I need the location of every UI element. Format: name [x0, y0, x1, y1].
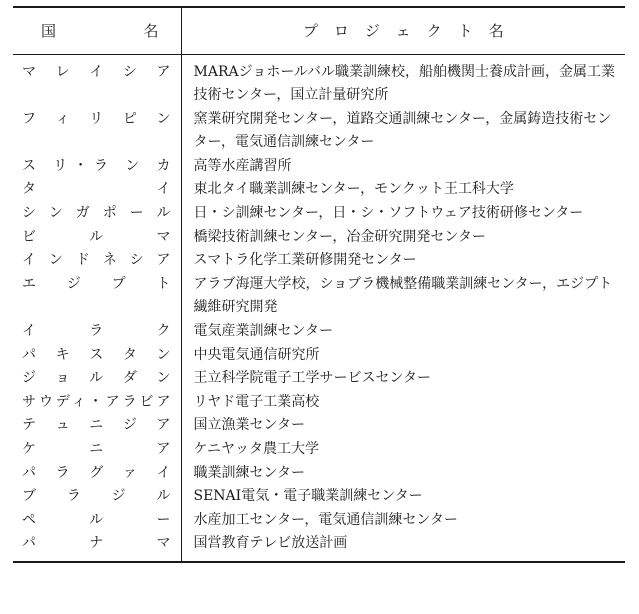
project-cell	[181, 273, 625, 320]
table-body	[13, 54, 625, 562]
country-cell	[13, 202, 181, 226]
project-cell	[181, 202, 625, 226]
table-row	[13, 202, 625, 226]
country-cell	[13, 367, 181, 391]
country-name: ス リ・ラ ン カ	[22, 157, 171, 174]
country-header-char-2: 名	[143, 22, 159, 41]
project-cell	[181, 155, 625, 179]
project-names: スマトラ化学工業研修開発センター	[193, 252, 417, 269]
country-name: タ イ	[22, 181, 171, 198]
project-cell	[181, 438, 625, 462]
project-names: 国営教育テレビ放送計画	[193, 535, 348, 552]
country-cell	[13, 532, 181, 562]
table-row	[13, 320, 625, 344]
country-name: ビ ル マ	[22, 228, 171, 245]
country-cell	[13, 462, 181, 486]
country-cell	[13, 108, 181, 155]
table-row	[13, 155, 625, 179]
project-cell	[181, 391, 625, 415]
table-row	[13, 344, 625, 368]
country-cell	[13, 320, 181, 344]
table-row	[13, 249, 625, 273]
country-name: イ ン ド ネ シ ア	[22, 252, 171, 269]
project-table	[13, 6, 625, 563]
country-name: ケ ニ ア	[22, 441, 171, 457]
project-cell	[181, 367, 625, 391]
project-cell	[181, 108, 625, 155]
project-names: 日・シ訓練センター，日・シ・ソフトウェア技術研修センター	[193, 205, 584, 222]
project-names: 窯業研究開発センター，道路交通訓練センター，金属鋳造技術センター，電気通信訓練センター	[193, 110, 612, 151]
country-cell	[13, 438, 181, 462]
project-cell	[181, 320, 625, 344]
project-cell	[181, 485, 625, 509]
project-names: 高等水産講習所	[193, 157, 292, 174]
country-cell	[13, 178, 181, 202]
country-name: マ レ イ シ ア	[22, 63, 171, 80]
country-name: サウディ・アラビア	[22, 393, 171, 410]
project-names: 王立科学院電子工学サービスセンター	[193, 370, 431, 387]
table-row	[13, 108, 625, 155]
country-cell	[13, 249, 181, 273]
table-row	[13, 367, 625, 391]
project-cell	[181, 54, 625, 108]
country-cell	[13, 509, 181, 533]
project-cell	[181, 344, 625, 368]
country-name: ブ ラ ジ ル	[22, 488, 171, 505]
country-cell	[13, 226, 181, 250]
table-row	[13, 226, 625, 250]
project-names: 水産加工センター，電気通信訓練センター	[193, 511, 458, 528]
table-row	[13, 485, 625, 509]
table-row	[13, 178, 625, 202]
country-column-header	[13, 7, 181, 54]
country-cell	[13, 273, 181, 320]
country-cell	[13, 485, 181, 509]
project-names: 中央電気通信研究所	[193, 346, 320, 363]
country-name: ペ ル ー	[22, 511, 171, 528]
project-names: SENAI電気・電子職業訓練センター	[193, 488, 423, 505]
project-cell	[181, 509, 625, 533]
country-cell	[13, 391, 181, 415]
table-row	[13, 532, 625, 562]
table-row	[13, 273, 625, 320]
project-names: ケニヤッタ農工大学	[193, 441, 319, 457]
project-cell	[181, 178, 625, 202]
country-cell	[13, 54, 181, 108]
project-names: 国立漁業センター	[193, 417, 305, 434]
country-cell	[13, 344, 181, 368]
table-row	[13, 391, 625, 415]
table-row	[13, 54, 625, 108]
country-name: テ ュ ニ ジ ア	[22, 417, 171, 434]
project-names: 職業訓練センター	[193, 464, 305, 481]
project-names: リヤド電子工業高校	[193, 393, 320, 410]
table-row	[13, 509, 625, 533]
table-header	[13, 7, 625, 54]
project-names: 電気産業訓練センター	[193, 323, 333, 340]
country-name: パ ナ マ	[22, 535, 171, 552]
project-names: MARAジョホールバル職業訓練校，船舶機関士養成計画，金属工業技術センター，国立計量研究所	[193, 63, 616, 104]
project-cell	[181, 414, 625, 438]
country-name: イ ラ ク	[22, 323, 171, 340]
country-cell	[13, 155, 181, 179]
country-name: フ ィ リ ピ ン	[22, 110, 171, 127]
project-cell	[181, 532, 625, 562]
project-names: 東北タイ職業訓練センター，モンクット王工科大学	[193, 181, 514, 198]
country-name: パ ラ グ ァ イ	[22, 464, 171, 481]
country-name: ジ ョ ル ダ ン	[22, 370, 171, 387]
table-row	[13, 414, 625, 438]
country-name: シ ン ガ ポ ー ル	[22, 205, 171, 222]
project-cell	[181, 249, 625, 273]
table-row	[13, 462, 625, 486]
country-cell	[13, 414, 181, 438]
project-names: 橋梁技術訓練センター，冶金研究開発センター	[193, 228, 486, 245]
project-names: アラブ海運大学校，ショブラ機械整備職業訓練センター，エジプト繊維研究開発	[193, 275, 613, 316]
table-row	[13, 438, 625, 462]
country-name: エ ジ プ ト	[22, 275, 171, 292]
project-header-label: プロジェクト名	[302, 22, 520, 41]
project-cell	[181, 226, 625, 250]
project-cell	[181, 462, 625, 486]
country-name: パ キ ス タ ン	[22, 346, 171, 363]
project-column-header	[181, 7, 625, 54]
country-header-char-1: 国	[41, 22, 57, 41]
header-row	[13, 7, 625, 54]
